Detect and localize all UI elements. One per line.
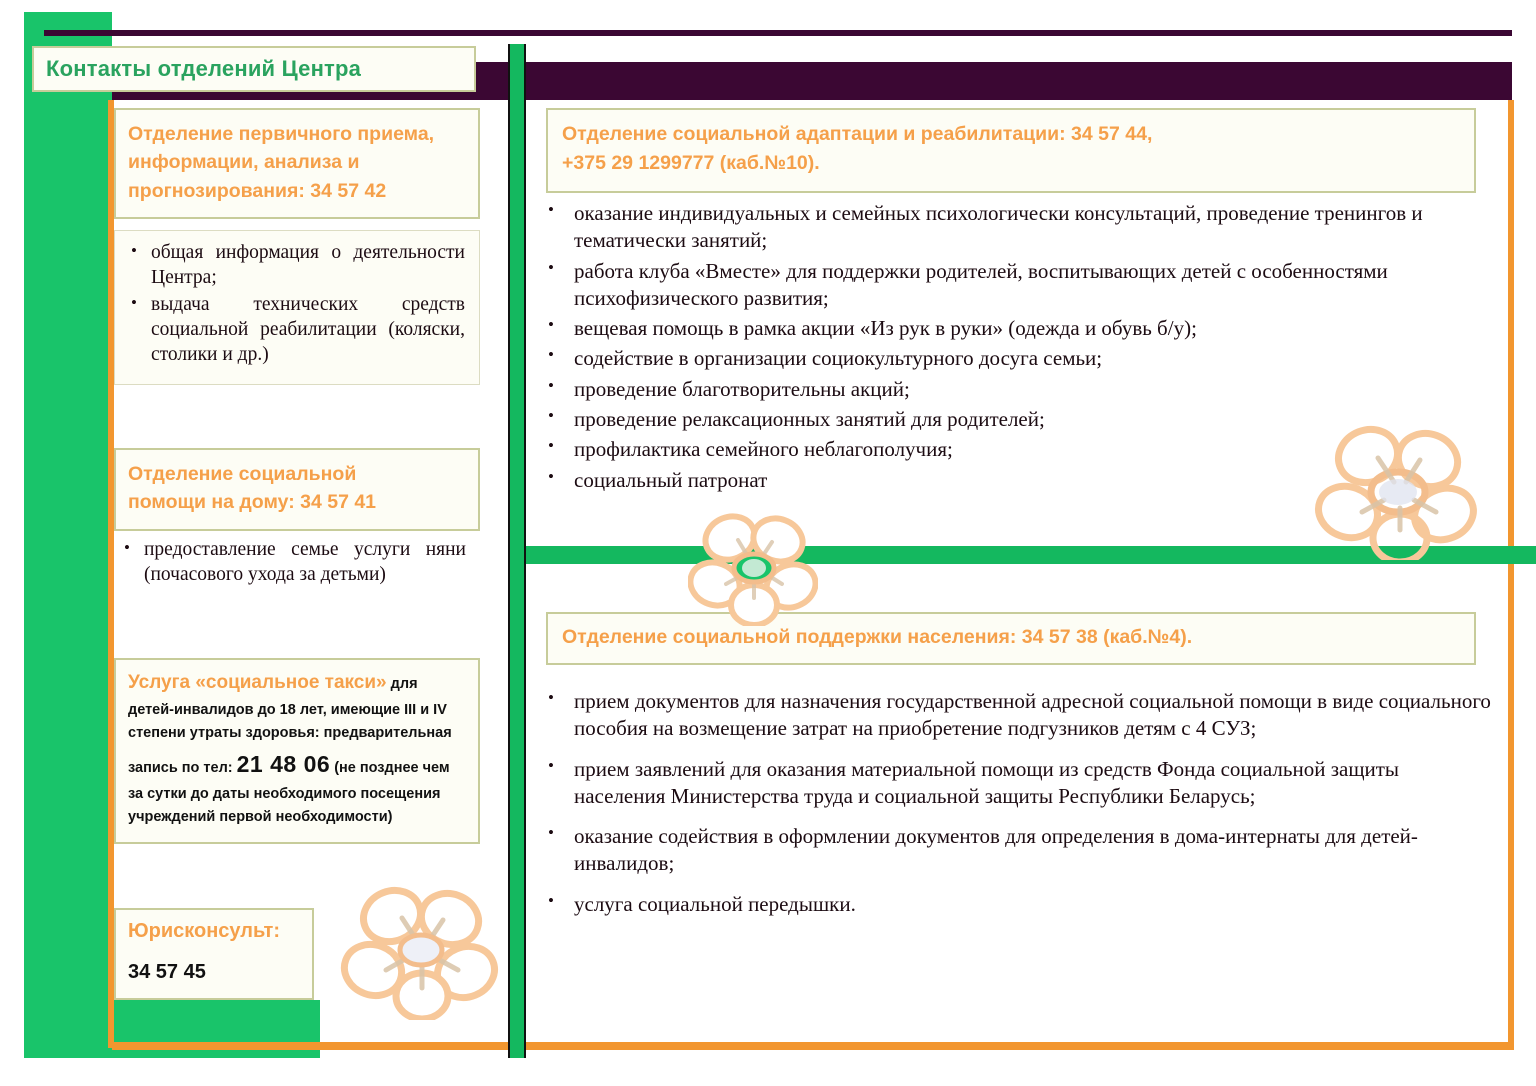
green-vertical-divider — [508, 44, 526, 1058]
list-item: • проведение благотворительны акций; — [574, 376, 1494, 403]
social-taxi-box — [114, 658, 480, 844]
list-item: • профилактика семейного неблагополучия; — [574, 436, 1494, 463]
list-home-help — [114, 534, 480, 598]
social-taxi-phone: 21 48 06 — [236, 750, 331, 777]
list-item: • прием заявлений для оказания материальной помощи из средств Фонда социальной защиты населения Министерства труда и социальной защиты Республики Беларусь; — [574, 756, 1494, 811]
header-line: Отделение социальной поддержки населения: 34 57 38 (каб.№4). — [562, 626, 1193, 648]
green-left-bar — [24, 12, 112, 1058]
header-line: Отделение социальной — [128, 463, 357, 485]
list-item: • оказание индивидуальных и семейных психологически консультаций, проведение тренингов и тематически занятий; — [574, 200, 1494, 255]
left-column — [114, 100, 508, 1046]
header-line: Отделение первичного приема, — [128, 123, 435, 145]
legal-advisor-title: Юрисконсульт: — [128, 920, 280, 942]
list-item: • вещевая помощь в рамка акции «Из рук в руки» (одежда и обувь б/у); — [574, 315, 1494, 342]
header-line: +375 29 1299777 (каб.№10). — [562, 152, 820, 175]
list-social-support — [544, 688, 1494, 931]
purple-top-rule — [44, 30, 1512, 36]
legal-advisor-box — [114, 908, 314, 1000]
social-taxi-for: для — [386, 676, 418, 692]
header-line: помощи на дому: 34 57 41 — [128, 491, 377, 514]
page-title — [32, 46, 476, 92]
list-adaptation-rehab — [544, 200, 1494, 497]
section-header-home-help — [114, 448, 480, 531]
social-taxi-title: Услуга «социальное такси» — [128, 672, 387, 693]
list-item: • выдача технических средств социальной реабилитации (коляски, столики и др.) — [151, 293, 465, 368]
header-line: Отделение социальной адаптации и реабилитации: 34 57 44, — [562, 123, 1153, 145]
list-primary-reception — [114, 230, 480, 385]
list-item: • оказание содействия в оформлении документов для определения в дома-интернаты для детей-инвалидов; — [574, 823, 1494, 878]
social-taxi-note: (не позднее чем за сутки до даты необходимого посещения учреждений первой необходимости) — [128, 759, 450, 826]
right-column — [522, 100, 1512, 1046]
list-item: • работа клуба «Вместе» для поддержки родителей, воспитывающих детей с особенностями психофизического развития; — [574, 258, 1494, 313]
social-taxi-booking-label: предварительная запись по тел: — [128, 725, 452, 776]
purple-band-right — [455, 62, 1512, 100]
social-taxi-desc: детей-инвалидов до 18 лет, имеющие III и IV степени утраты здоровья: — [128, 701, 447, 742]
list-item: • содействие в организации социокультурного досуга семьи; — [574, 345, 1494, 372]
list-item: • прием документов для назначения государственной адресной социальной помощи в виде социального пособия на возмещение затрат на приобретение подгузников детям с 4 СУЗ; — [574, 688, 1494, 743]
list-item: • предоставление семье услуги няни (почасового ухода за детьми) — [144, 538, 466, 588]
section-header-adaptation-rehab — [546, 108, 1476, 193]
list-item: • проведение релаксационных занятий для родителей; — [574, 406, 1494, 433]
section-header-social-support — [546, 612, 1476, 665]
page-title-text: Контакты отделений Центра — [46, 56, 362, 81]
legal-advisor-phone: 34 57 45 — [128, 961, 206, 983]
header-line: информации, анализа и — [128, 151, 360, 174]
section-header-primary-reception — [114, 108, 480, 219]
list-item: • услуга социальной передышки. — [574, 891, 1494, 918]
list-item: • общая информация о деятельности Центра; — [151, 241, 465, 291]
list-item: • социальный патронат — [574, 467, 1494, 494]
header-line: прогнозирования: 34 57 42 — [128, 179, 387, 202]
